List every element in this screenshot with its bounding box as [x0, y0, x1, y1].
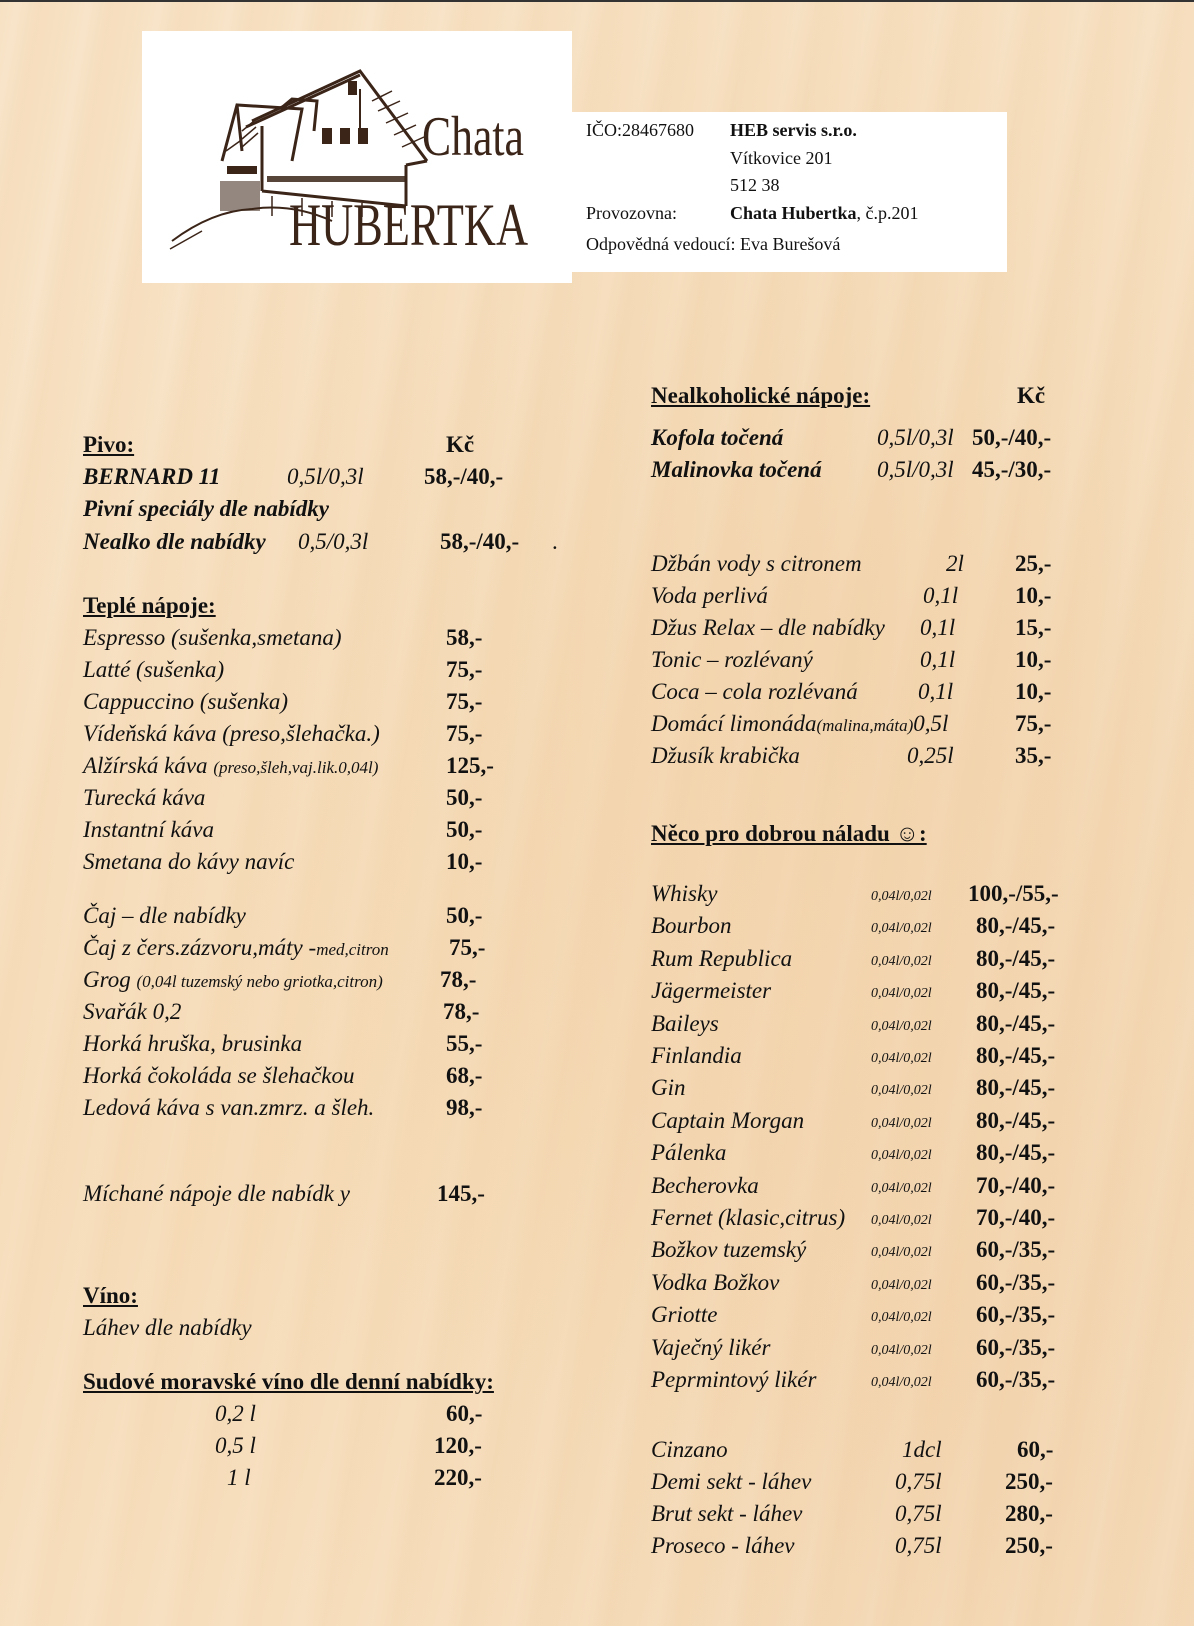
- spirit-name: Whisky: [651, 881, 718, 906]
- menu-item-price: 25,-: [1015, 551, 1052, 576]
- logo-panel: [142, 31, 572, 283]
- teple-header: Teplé nápoje:: [83, 593, 216, 618]
- menu-item-volume: 0,5l/0,3l: [877, 457, 954, 482]
- menu-item-price: 75,-: [446, 657, 483, 682]
- menu-item-price: 50,-: [446, 785, 483, 810]
- spirit-price: 70,-/40,-: [976, 1205, 1056, 1230]
- spirit-volume: 0,04l/0,02l: [871, 1116, 932, 1131]
- spirit-volume: 0,04l/0,02l: [871, 1375, 932, 1390]
- spirit-name: Jägermeister: [651, 978, 772, 1003]
- menu-item-price: 55,-: [446, 1031, 483, 1056]
- menu-item-price: 50,-: [446, 903, 483, 928]
- spirit-volume: 0,04l/0,02l: [871, 986, 932, 1001]
- menu-item-name: Malinovka točená: [651, 457, 822, 482]
- menu-item-price: 10,-: [1015, 583, 1052, 608]
- menu-item-name: Tonic – rozlévaný: [651, 647, 813, 672]
- nealko-header: Nealkoholické nápoje:: [651, 383, 871, 408]
- menu-item-price: 68,-: [446, 1063, 483, 1088]
- spirit-price: 80,-/45,-: [976, 1140, 1056, 1165]
- spirit-volume: 0,04l/0,02l: [871, 1019, 932, 1034]
- company-info-panel: [572, 112, 1007, 272]
- nealko-name: Nealko dle nabídky: [83, 529, 266, 554]
- menu-item-name: Voda perlivá: [651, 583, 768, 608]
- spirit-price: 80,-/45,-: [976, 1075, 1056, 1100]
- spirit-name: Bourbon: [651, 913, 732, 938]
- menu-item-volume: 0,1l: [920, 615, 956, 640]
- spirit-price: 80,-/45,-: [976, 1043, 1056, 1068]
- nalada-header: Něco pro dobrou náladu ☺:: [651, 821, 927, 846]
- manager: Odpovědná vedoucí: Eva Burešová: [586, 234, 841, 254]
- spirit-name: Gin: [651, 1075, 686, 1100]
- spirit-name: Božkov tuzemský: [651, 1237, 807, 1262]
- sudove-header: Sudové moravské víno dle denní nabídky:: [83, 1369, 494, 1394]
- menu-item-price: 75,-: [446, 721, 483, 746]
- spirit-volume: 0,04l/0,02l: [871, 889, 932, 904]
- spirit-volume: 0,04l/0,02l: [871, 921, 932, 936]
- spirit-price: 70,-/40,-: [976, 1173, 1056, 1198]
- sudove-volume: 0,2 l: [215, 1401, 256, 1426]
- spirit-volume: 0,04l/0,02l: [871, 954, 932, 969]
- menu-item-price: 75,-: [1015, 711, 1052, 736]
- menu-item-name: Espresso (sušenka,smetana): [83, 625, 342, 650]
- spirit-volume: 0,04l/0,02l: [871, 1083, 932, 1098]
- spirit-name: Vodka Božkov: [651, 1270, 780, 1295]
- michane-name: Míchané nápoje dle nabídk y: [83, 1181, 350, 1206]
- spirit-price: 60,-/35,-: [976, 1302, 1056, 1327]
- menu-item-name: Svařák 0,2: [83, 999, 182, 1024]
- spirit-name: Finlandia: [651, 1043, 742, 1068]
- bernard-name: BERNARD 11: [83, 464, 221, 489]
- menu-item-name: Džbán vody s citronem: [651, 551, 862, 576]
- menu-item-name: Latté (sušenka): [83, 657, 225, 682]
- provozovna-label: Provozovna:: [586, 203, 677, 223]
- sudove-price: 220,-: [434, 1465, 482, 1490]
- spirit-volume: 0,04l/0,02l: [871, 1343, 932, 1358]
- menu-item-volume: 2l: [946, 551, 964, 576]
- spirit-price: 100,-/55,-: [968, 881, 1059, 906]
- menu-item-name: Smetana do kávy navíc: [83, 849, 295, 874]
- sudove-price: 120,-: [434, 1433, 482, 1458]
- spirit-volume: 0,04l/0,02l: [871, 1148, 932, 1163]
- menu-item-price: 45,-/30,-: [972, 457, 1052, 482]
- menu-item-volume: 0,1l: [923, 583, 959, 608]
- menu-item-name: Džus Relax – dle nabídky: [651, 615, 885, 640]
- spirit-price: 80,-/45,-: [976, 1011, 1056, 1036]
- menu-item-price: 78,-: [443, 999, 480, 1024]
- menu-item-price: 75,-: [449, 935, 486, 960]
- menu-item-price: 58,-: [446, 625, 483, 650]
- menu-item-price: 15,-: [1015, 615, 1052, 640]
- menu-item-volume: 0,75l: [895, 1533, 942, 1558]
- menu-item-price: 50,-: [446, 817, 483, 842]
- spirit-price: 60,-/35,-: [976, 1335, 1056, 1360]
- spirit-name: Becherovka: [651, 1173, 759, 1198]
- nealko-kc: Kč: [1017, 383, 1046, 408]
- ico: IČO:28467680: [586, 120, 694, 140]
- menu-item-name: Domácí limonáda(malina,máta)0,5l: [651, 711, 949, 736]
- logo-chata: Chata: [422, 106, 524, 168]
- nealko-dot: .: [552, 529, 558, 554]
- menu-item-price: 250,-: [1005, 1533, 1053, 1558]
- menu-item-name: Horká čokoláda se šlehačkou: [83, 1063, 355, 1088]
- menu-item-name: Turecká káva: [83, 785, 206, 810]
- menu-item-volume: 0,5l/0,3l: [877, 425, 954, 450]
- menu-item-volume: 0,75l: [895, 1469, 942, 1494]
- menu-item-name: Cappuccino (sušenka): [83, 689, 289, 714]
- vino-text: Láhev dle nabídky: [83, 1315, 252, 1340]
- menu-item-volume: 1dcl: [902, 1437, 942, 1462]
- menu-item-price: 280,-: [1005, 1501, 1053, 1526]
- menu-item-price: 125,-: [446, 753, 494, 778]
- sudove-volume: 0,5 l: [215, 1433, 256, 1458]
- spirit-name: Pálenka: [651, 1140, 727, 1165]
- menu-item-name: Instantní káva: [83, 817, 214, 842]
- menu-item-name: Demi sekt - láhev: [651, 1469, 812, 1494]
- menu-item-name: Cinzano: [651, 1437, 728, 1462]
- menu-item-name: Čaj – dle nabídky: [83, 903, 246, 928]
- menu-item-price: 98,-: [446, 1095, 483, 1120]
- menu-item-name: Džusík krabička: [651, 743, 800, 768]
- spirit-volume: 0,04l/0,02l: [871, 1213, 932, 1228]
- menu-item-price: 250,-: [1005, 1469, 1053, 1494]
- menu-item-name: Čaj z čers.zázvoru,máty -med,citron: [83, 935, 389, 960]
- spirit-volume: 0,04l/0,02l: [871, 1245, 932, 1260]
- menu-item-price: 10,-: [446, 849, 483, 874]
- spirit-name: Vaječný likér: [651, 1335, 771, 1360]
- pivni-specialy: Pivní speciály dle nabídky: [83, 496, 329, 521]
- spirit-volume: 0,04l/0,02l: [871, 1278, 932, 1293]
- spirit-volume: 0,04l/0,02l: [871, 1310, 932, 1325]
- spirit-price: 60,-/35,-: [976, 1367, 1056, 1392]
- spirit-price: 80,-/45,-: [976, 978, 1056, 1003]
- logo-hubertka: HUBERTKA: [289, 192, 529, 258]
- nealko-price: 58,-/40,-: [440, 529, 520, 554]
- bernard-price: 58,-/40,-: [424, 464, 504, 489]
- spirit-name: Peprmintový likér: [651, 1367, 817, 1392]
- nealko-volume: 0,5/0,3l: [298, 529, 369, 554]
- spirit-name: Rum Republica: [651, 946, 793, 971]
- spirit-name: Griotte: [651, 1302, 718, 1327]
- menu-item-name: Alžírská káva (preso,šleh,vaj.lik.0,04l): [83, 753, 379, 778]
- spirit-volume: 0,04l/0,02l: [871, 1181, 932, 1196]
- spirit-name: Baileys: [651, 1011, 719, 1036]
- bernard-volume: 0,5l/0,3l: [287, 464, 364, 489]
- company-zip: 512 38: [730, 175, 780, 195]
- spirit-price: 60,-/35,-: [976, 1270, 1056, 1295]
- menu-item-name: Horká hruška, brusinka: [83, 1031, 303, 1056]
- menu-item-name: Kofola točená: [651, 425, 784, 450]
- provozovna: Chata Hubertka, č.p.201: [730, 203, 919, 223]
- menu-item-price: 10,-: [1015, 679, 1052, 704]
- menu-item-name: Grog (0,04l tuzemský nebo griotka,citron): [83, 967, 383, 992]
- spirit-price: 80,-/45,-: [976, 1108, 1056, 1133]
- company-name: HEB servis s.r.o.: [730, 120, 857, 140]
- pivo-header: Pivo:: [83, 432, 135, 457]
- menu-item-name: Vídeňská káva (preso,šlehačka.): [83, 721, 380, 746]
- menu-item-volume: 0,75l: [895, 1501, 942, 1526]
- menu-item-price: 50,-/40,-: [972, 425, 1052, 450]
- menu-item-price: 35,-: [1015, 743, 1052, 768]
- vino-header: Víno:: [83, 1283, 138, 1308]
- spirit-volume: 0,04l/0,02l: [871, 1051, 932, 1066]
- menu-item-name: Coca – cola rozlévaná: [651, 679, 858, 704]
- pivo-kc: Kč: [446, 432, 475, 457]
- sudove-price: 60,-: [446, 1401, 483, 1426]
- company-street: Vítkovice 201: [730, 148, 833, 168]
- menu-item-price: 60,-: [1017, 1437, 1054, 1462]
- menu-item-price: 75,-: [446, 689, 483, 714]
- menu-item-price: 10,-: [1015, 647, 1052, 672]
- menu-item-name: Ledová káva s van.zmrz. a šleh.: [83, 1095, 375, 1120]
- menu-item-name: Brut sekt - láhev: [651, 1501, 803, 1526]
- spirit-name: Captain Morgan: [651, 1108, 805, 1133]
- spirit-name: Fernet (klasic,citrus): [651, 1205, 846, 1230]
- top-border: [0, 0, 1194, 2]
- sudove-volume: 1 l: [227, 1465, 251, 1490]
- michane-price: 145,-: [437, 1181, 485, 1206]
- spirit-price: 80,-/45,-: [976, 946, 1056, 971]
- spirit-price: 60,-/35,-: [976, 1237, 1056, 1262]
- menu-item-volume: 0,25l: [907, 743, 954, 768]
- spirit-price: 80,-/45,-: [976, 913, 1056, 938]
- menu-item-name: Proseco - láhev: [651, 1533, 795, 1558]
- menu-item-volume: 0,1l: [920, 647, 956, 672]
- menu-item-price: 78,-: [440, 967, 477, 992]
- menu-item-volume: 0,1l: [918, 679, 954, 704]
